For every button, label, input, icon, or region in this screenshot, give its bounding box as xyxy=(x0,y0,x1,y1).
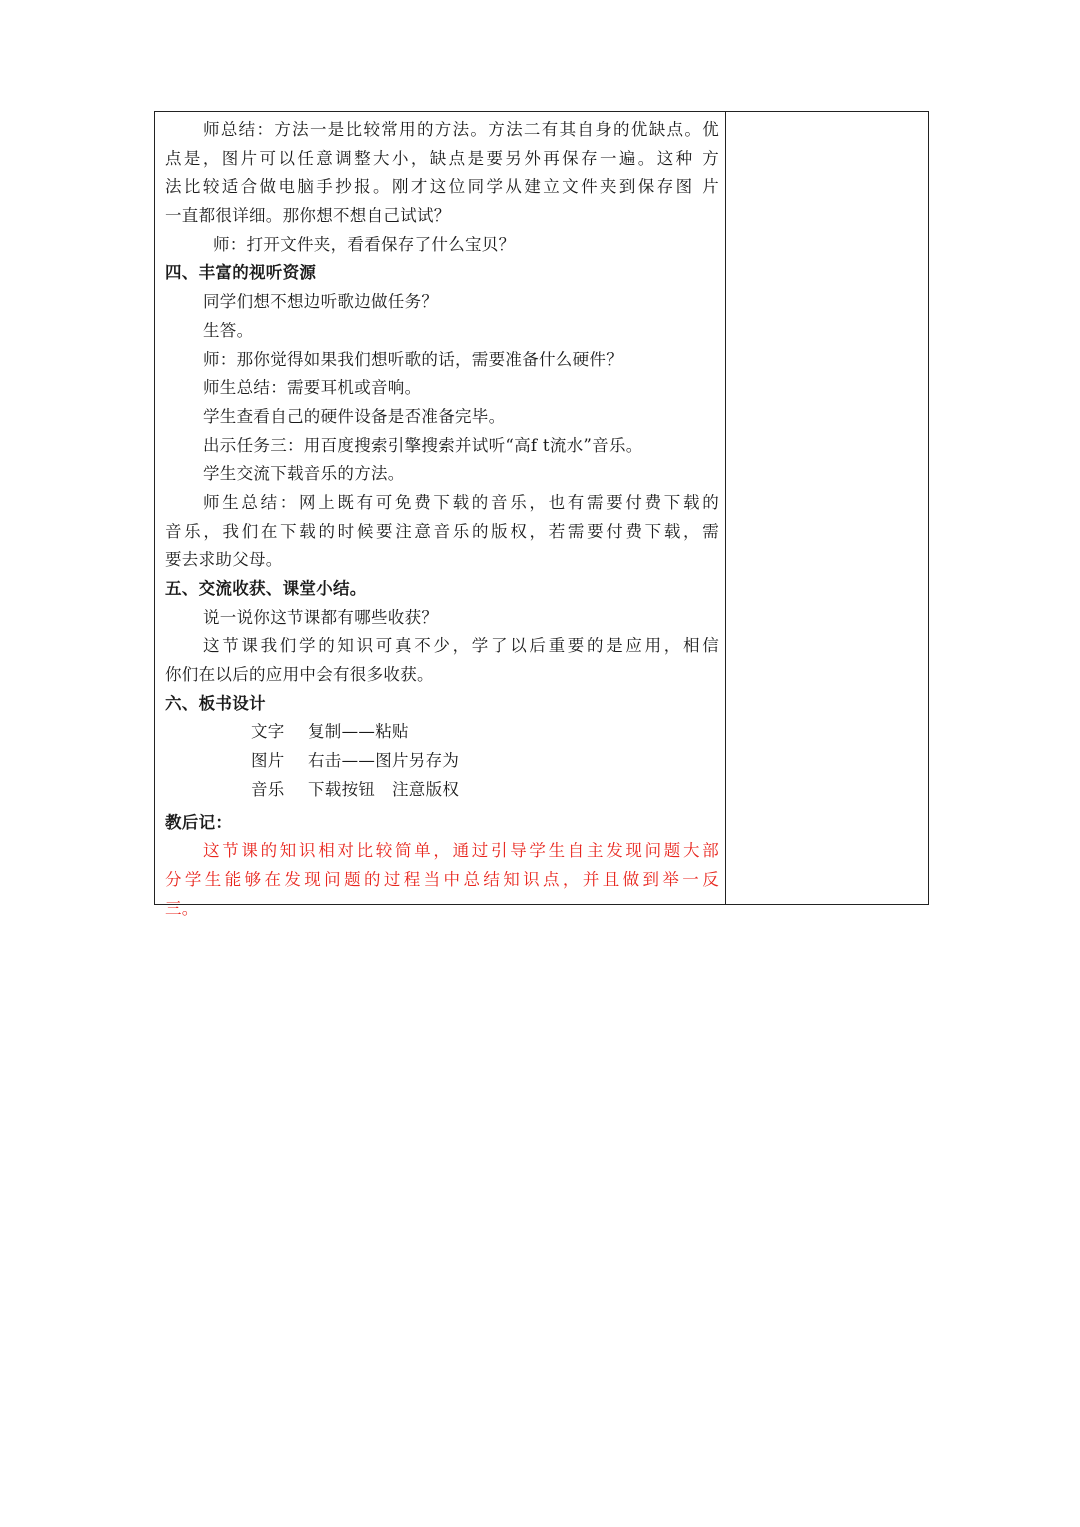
board-desc-image: 右击——图片另存为 xyxy=(308,751,460,771)
table-row xyxy=(155,112,929,905)
summary-line-3: 法比较适合做电脑手抄报。刚才这位同学从建立文件夹到保存图 片 xyxy=(165,177,719,197)
board-row-music xyxy=(165,776,719,805)
section-4-summary-1: 师生总结：网上既有可免费下载的音乐，也有需要付费下载的 xyxy=(203,492,719,512)
section-5-para-1: 这节课我们学的知识可真不少，学了以后重要的是应用，相信 xyxy=(203,636,719,656)
section-5-heading: 五、交流收获、课堂小结。 xyxy=(165,579,367,598)
section-4-line-7: 学生交流下载音乐的方法。 xyxy=(203,464,405,484)
section-4-line-1: 同学们想不想边听歌边做任务？ xyxy=(203,292,439,312)
section-4-heading: 四、丰富的视听资源 xyxy=(165,263,317,283)
board-item-image: 图片 xyxy=(251,751,285,771)
section-4-summary-3: 要去求助父母。 xyxy=(165,550,283,570)
summary-line-2: 点是，图片可以任意调整大小，缺点是要另外再保存一遍。这种 方 xyxy=(165,148,719,168)
lesson-plan-table xyxy=(154,111,929,918)
section-5-para-2: 你们在以后的应用中会有很多收获。 xyxy=(165,665,434,685)
section-4-summary-2: 音乐，我们在下载的时候要注意音乐的版权，若需要付费下载，需 xyxy=(165,521,719,541)
section-4-line-2: 生答。 xyxy=(203,320,254,340)
section-4-line-3: 师：那你觉得如果我们想听歌的话，需要准备什么硬件？ xyxy=(203,349,623,369)
board-desc-text: 复制——粘贴 xyxy=(308,722,409,742)
section-4-line-6: 出示任务三：用百度搜索引擎搜索并试听“高f t流水”音乐。 xyxy=(203,435,643,455)
board-item-music: 音乐 xyxy=(251,779,285,799)
teacher-open-folder: 师：打开文件夹，看看保存了什么宝贝？ xyxy=(213,234,516,254)
section-4-line-5: 学生查看自己的硬件设备是否准备完毕。 xyxy=(203,406,506,426)
reflection-line-2: 分学生能够在发现问题的过程当中总结知识点，并且做到举一反 xyxy=(165,869,719,889)
reflection-heading: 教后记： xyxy=(165,812,233,832)
section-5-line-1: 说一说你这节课都有哪些收获？ xyxy=(203,607,439,627)
summary-line-4: 一直都很详细。那你想不想自己试试？ xyxy=(165,206,451,226)
reflection-line-1: 这节课的知识相对比较简单，通过引导学生自主发现问题大部 xyxy=(203,841,719,861)
section-6-heading: 六、板书设计 xyxy=(165,693,266,713)
reflection-line-3: 三。 xyxy=(165,898,199,918)
section-4-line-4: 师生总结：需要耳机或音响。 xyxy=(203,378,422,398)
board-row-text xyxy=(165,718,719,747)
lesson-content-cell xyxy=(155,112,726,918)
notes-cell xyxy=(726,112,929,905)
board-desc-music: 下载按钮 注意版权 xyxy=(308,779,460,799)
lesson-content xyxy=(155,112,725,918)
board-item-text: 文字 xyxy=(251,722,285,742)
summary-line-1: 师总结：方法一是比较常用的方法。方法二有其自身的优缺点。优 xyxy=(203,120,719,139)
board-row-image xyxy=(165,747,719,776)
